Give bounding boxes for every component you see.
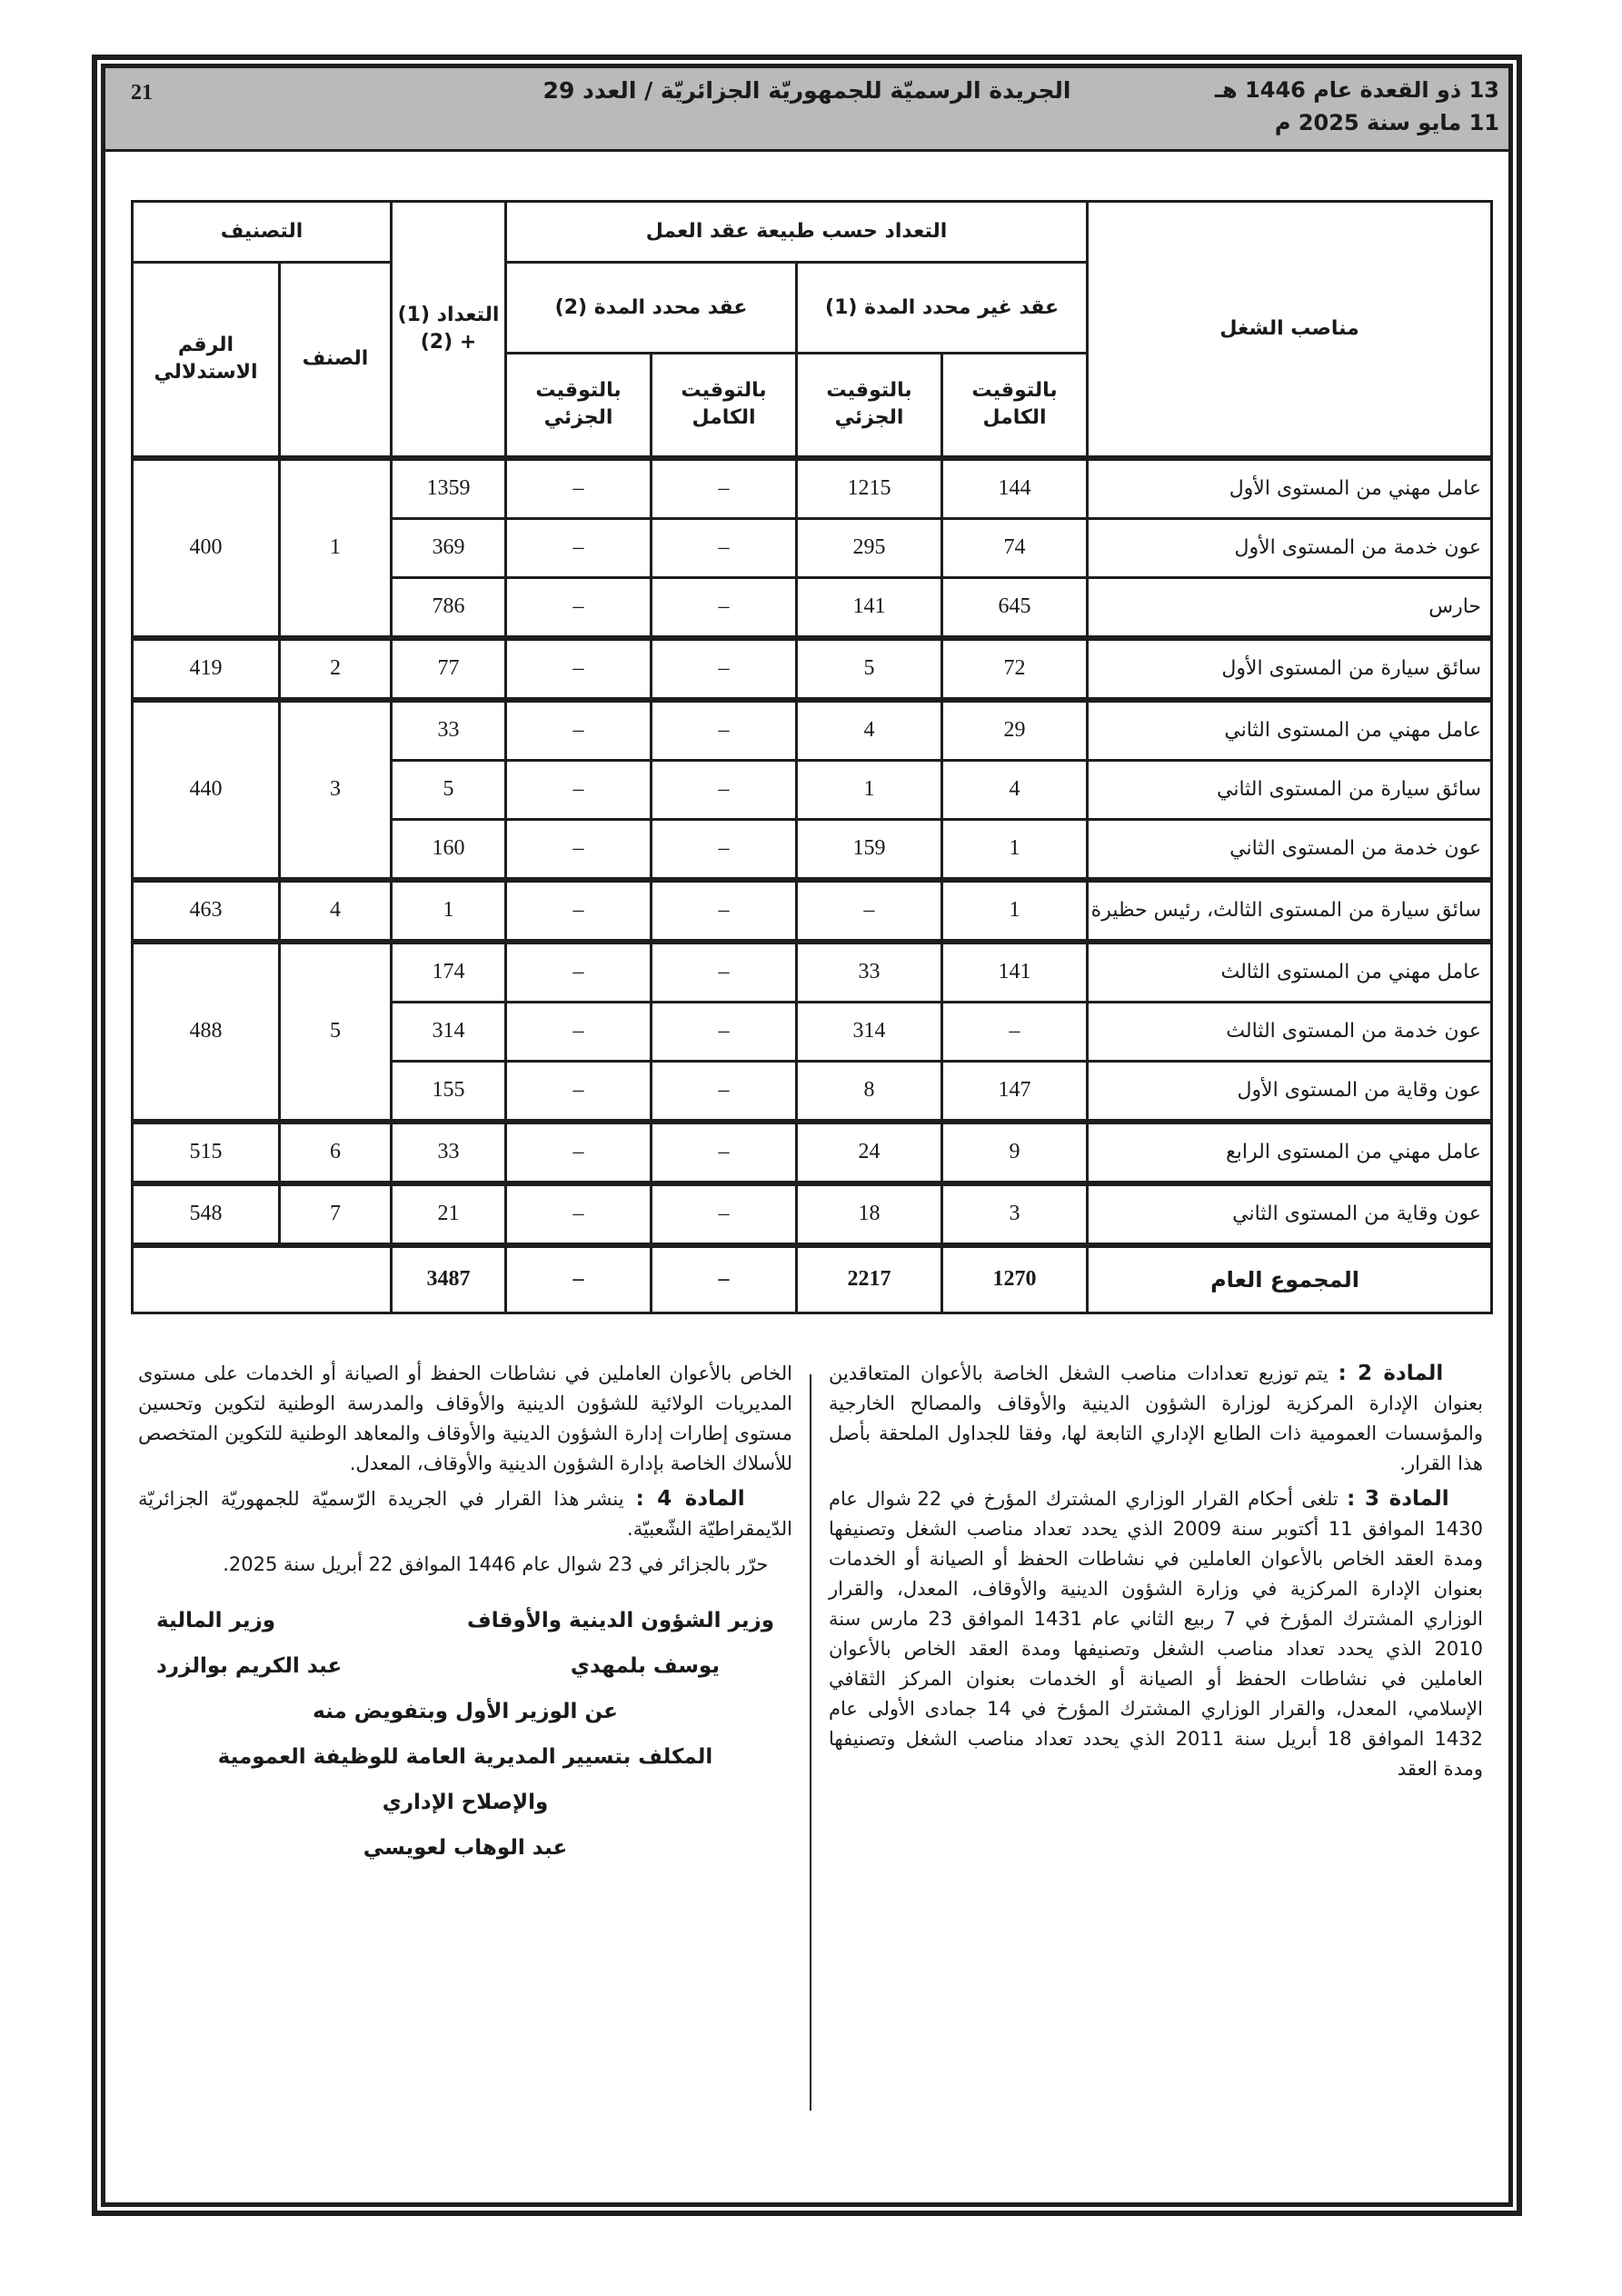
header-definite-contract: عقد محدد المدة (2)	[506, 263, 797, 354]
article-2-label: المادة 2 :	[1338, 1362, 1444, 1385]
indefinite-full-time-cell: 4	[942, 760, 1088, 819]
header-ind-part-time: بالتوقيت الجزئي	[797, 354, 942, 458]
article-2	[829, 1359, 1483, 1479]
definite-full-time-cell: –	[652, 1061, 797, 1122]
delegate-title-1: المكلف بتسيير المديرية العامة للوظيفة العمومية	[217, 1745, 713, 1769]
definite-full-time-cell: –	[652, 518, 797, 577]
article-3-continuation: الخاص بالأعوان العاملين في نشاطات الحفظ أو الصيانة أو الخدمات على مستوى المديريات الولائية للشؤون الدينية والأوقاف والمدرسة الوطنية لتكوين وتحسين مستوى إطارات إدارة الشؤون الدينية والأوقاف والمعاهد الوطنية للتكوين المتخصص للأسلاك الخاصة بإدارة الشؤون الدينية والأوقاف، المعدل.	[138, 1363, 792, 1474]
definite-full-time-cell: –	[652, 1002, 797, 1061]
header-def-full-time: بالتوقيت الكامل	[652, 354, 797, 458]
minister-finance-name: عبد الكريم بوالزرد	[156, 1654, 343, 1678]
post-name-cell: عامل مهني من المستوى الثالث	[1088, 942, 1492, 1003]
definite-part-time-cell: –	[506, 942, 652, 1003]
definite-part-time-cell: –	[506, 518, 652, 577]
definite-part-time-cell: –	[506, 1183, 652, 1245]
category-cell: 6	[280, 1122, 392, 1183]
index-cell: 400	[133, 458, 280, 638]
done-at-text: حرّر بالجزائر في 23 شوال عام 1446 الموافق 22 أبريل سنة 2025.	[223, 1553, 769, 1575]
grand-total-def-full: –	[652, 1245, 797, 1313]
grand-total-value: 3487	[392, 1245, 506, 1313]
delegate-name: عبد الوهاب لعويسي	[363, 1836, 568, 1860]
indefinite-full-time-cell: 144	[942, 458, 1088, 519]
article-3-text: تلغى أحكام القرار الوزاري المشترك المؤرخ في 22 شوال عام 1430 الموافق 11 أكتوبر سنة 2009 الذي يحدد تعداد مناصب الشغل وتصنيفها ومدة العقد الخاص بالأعوان العاملين في نشاطات الحفظ أو الصيانة أو الخدمات بعنوان الإدارة المركزية في وزارة الشؤون الدينية والأوقاف، المعدل، والقرار الوزاري المشترك المؤرخ في 7 ربيع الثاني عام 1431 الموافق 23 مارس سنة 2010 الذي يحدد تعداد مناصب الشغل وتصنيفها ومدة العقد الخاص بالأعوان العاملين في نشاطات الحفظ أو الصيانة أو الخدمات بعنوان المركز الثقافي الإسلامي، المعدل، والقرار الوزاري المشترك المؤرخ في 14 جمادى الأولى عام 1432 الموافق 18 أبريل سنة 2011 الذي يحدد تعداد مناصب الشغل وتصنيفها ومدة العقد	[829, 1488, 1483, 1780]
index-cell: 548	[133, 1183, 280, 1245]
definite-part-time-cell: –	[506, 880, 652, 942]
done-at	[138, 1550, 792, 1580]
indefinite-part-time-cell: 24	[797, 1122, 942, 1183]
definite-full-time-cell: –	[652, 760, 797, 819]
indefinite-part-time-cell: 5	[797, 638, 942, 700]
definite-part-time-cell: –	[506, 700, 652, 761]
indefinite-part-time-cell: 8	[797, 1061, 942, 1122]
definite-part-time-cell: –	[506, 458, 652, 519]
header-ind-full-time: بالتوقيت الكامل	[942, 354, 1088, 458]
table-row	[133, 1122, 1492, 1183]
indefinite-full-time-cell: 72	[942, 638, 1088, 700]
indefinite-full-time-cell: 1	[942, 880, 1088, 942]
grand-total-label: المجموع العام	[1088, 1245, 1492, 1313]
grand-total-ind-part: 2217	[797, 1245, 942, 1313]
index-cell: 440	[133, 700, 280, 880]
category-cell: 1	[280, 458, 392, 638]
indefinite-part-time-cell: 314	[797, 1002, 942, 1061]
row-total-cell: 786	[392, 577, 506, 638]
right-text-column	[829, 1359, 1483, 1790]
table-row	[133, 1183, 1492, 1245]
indefinite-part-time-cell: 18	[797, 1183, 942, 1245]
post-name-cell: عون خدمة من المستوى الأول	[1088, 518, 1492, 577]
index-cell: 419	[133, 638, 280, 700]
definite-full-time-cell: –	[652, 1122, 797, 1183]
row-total-cell: 33	[392, 700, 506, 761]
post-name-cell: حارس	[1088, 577, 1492, 638]
grand-total-classification-empty	[133, 1245, 392, 1313]
header-category: الصنف	[280, 263, 392, 458]
row-total-cell: 314	[392, 1002, 506, 1061]
article-4-text: ينشر هذا القرار في الجريدة الرّسميّة للجمهوريّة الجزائريّة الدّيمقراطيّة الشّعبيّة.	[138, 1488, 792, 1540]
indefinite-part-time-cell: 33	[797, 942, 942, 1003]
delegate-title-2: والإصلاح الإداري	[382, 1791, 549, 1814]
definite-full-time-cell: –	[652, 638, 797, 700]
pm-delegation-line: عن الوزير الأول وبتفويض منه	[313, 1700, 618, 1723]
post-name-cell: سائق سيارة من المستوى الثاني	[1088, 760, 1492, 819]
indefinite-part-time-cell: 1	[797, 760, 942, 819]
definite-part-time-cell: –	[506, 1002, 652, 1061]
post-name-cell: عون وقاية من المستوى الثاني	[1088, 1183, 1492, 1245]
index-cell: 515	[133, 1122, 280, 1183]
table-body	[133, 458, 1492, 1313]
table-row	[133, 942, 1492, 1003]
gazette-title: الجريدة الرسميّة للجمهوريّة الجزائريّة / العدد 29	[542, 77, 1071, 104]
definite-part-time-cell: –	[506, 638, 652, 700]
row-total-cell: 1	[392, 880, 506, 942]
header-def-part-time: بالتوقيت الجزئي	[506, 354, 652, 458]
minister-titles	[138, 1598, 792, 1643]
grand-total-ind-full: 1270	[942, 1245, 1088, 1313]
row-total-cell: 1359	[392, 458, 506, 519]
row-total-cell: 155	[392, 1061, 506, 1122]
row-total-cell: 369	[392, 518, 506, 577]
indefinite-full-time-cell: 74	[942, 518, 1088, 577]
indefinite-part-time-cell: –	[797, 880, 942, 942]
header-classification: التصنيف	[133, 202, 392, 263]
post-name-cell: عامل مهني من المستوى الأول	[1088, 458, 1492, 519]
minister-names	[138, 1643, 792, 1689]
date-gregorian: 11 مايو سنة 2025 م	[1274, 110, 1499, 135]
date-hijri: 13 ذو القعدة عام 1446 هـ	[1214, 77, 1499, 103]
definite-part-time-cell: –	[506, 819, 652, 880]
article-4-label: المادة 4 :	[635, 1487, 745, 1511]
indefinite-full-time-cell: 3	[942, 1183, 1088, 1245]
definite-part-time-cell: –	[506, 1061, 652, 1122]
article-3	[829, 1484, 1483, 1784]
article-3-label: المادة 3 :	[1347, 1487, 1449, 1511]
header-index: الرقم الاستدلالي	[133, 263, 280, 458]
row-total-cell: 33	[392, 1122, 506, 1183]
definite-full-time-cell: –	[652, 1183, 797, 1245]
indefinite-full-time-cell: 9	[942, 1122, 1088, 1183]
post-name-cell: عون خدمة من المستوى الثاني	[1088, 819, 1492, 880]
post-name-cell: عامل مهني من المستوى الرابع	[1088, 1122, 1492, 1183]
minister-finance-title: وزير المالية	[156, 1609, 276, 1632]
article-4	[138, 1484, 792, 1544]
column-divider	[810, 1374, 811, 2111]
definite-part-time-cell: –	[506, 1122, 652, 1183]
row-total-cell: 174	[392, 942, 506, 1003]
article-2-text: يتم توزيع تعدادات مناصب الشغل الخاصة بالأعوان المتعاقدين بعنوان الإدارة المركزية لوزارة الشؤون الدينية والأوقاف والمصالح الخارجية والمؤسسات العمومية ذات الطابع الإداري التابعة لها، وفقا للجداول الملحقة بأصل هذا القرار.	[829, 1363, 1483, 1474]
indefinite-full-time-cell: 645	[942, 577, 1088, 638]
header-count-by-contract: التعداد حسب طبيعة عقد العمل	[506, 202, 1088, 263]
header-posts: مناصب الشغل	[1088, 202, 1492, 458]
definite-full-time-cell: –	[652, 577, 797, 638]
indefinite-part-time-cell: 141	[797, 577, 942, 638]
category-cell: 7	[280, 1183, 392, 1245]
definite-full-time-cell: –	[652, 819, 797, 880]
definite-part-time-cell: –	[506, 760, 652, 819]
category-cell: 5	[280, 942, 392, 1122]
definite-full-time-cell: –	[652, 700, 797, 761]
page-number: 21	[131, 81, 153, 105]
indefinite-full-time-cell: 147	[942, 1061, 1088, 1122]
indefinite-full-time-cell: 1	[942, 819, 1088, 880]
left-text-column	[138, 1359, 792, 1871]
positions-table	[131, 200, 1493, 1314]
indefinite-full-time-cell: 141	[942, 942, 1088, 1003]
definite-full-time-cell: –	[652, 880, 797, 942]
indefinite-full-time-cell: 29	[942, 700, 1088, 761]
grand-total-def-part: –	[506, 1245, 652, 1313]
post-name-cell: سائق سيارة من المستوى الأول	[1088, 638, 1492, 700]
post-name-cell: عامل مهني من المستوى الثاني	[1088, 700, 1492, 761]
table-row	[133, 458, 1492, 519]
index-cell: 463	[133, 880, 280, 942]
row-total-cell: 5	[392, 760, 506, 819]
definite-full-time-cell: –	[652, 942, 797, 1003]
definite-part-time-cell: –	[506, 577, 652, 638]
indefinite-full-time-cell: –	[942, 1002, 1088, 1061]
indefinite-part-time-cell: 159	[797, 819, 942, 880]
category-cell: 4	[280, 880, 392, 942]
table-row	[133, 700, 1492, 761]
indefinite-part-time-cell: 4	[797, 700, 942, 761]
minister-religious-title: وزير الشؤون الدينية والأوقاف	[467, 1609, 774, 1632]
table-row	[133, 880, 1492, 942]
header-total: التعداد (1) + (2)	[392, 202, 506, 458]
header-indefinite-contract: عقد غير محدد المدة (1)	[797, 263, 1088, 354]
row-total-cell: 77	[392, 638, 506, 700]
minister-religious-name: يوسف بلمهدي	[570, 1654, 720, 1678]
issue-date	[1215, 74, 1499, 139]
category-cell: 2	[280, 638, 392, 700]
indefinite-part-time-cell: 295	[797, 518, 942, 577]
index-cell: 488	[133, 942, 280, 1122]
row-total-cell: 21	[392, 1183, 506, 1245]
post-name-cell: سائق سيارة من المستوى الثالث، رئيس حظيرة	[1088, 880, 1492, 942]
gazette-header	[105, 68, 1508, 152]
indefinite-part-time-cell: 1215	[797, 458, 942, 519]
definite-full-time-cell: –	[652, 458, 797, 519]
post-name-cell: عون خدمة من المستوى الثالث	[1088, 1002, 1492, 1061]
category-cell: 3	[280, 700, 392, 880]
grand-total-row	[133, 1245, 1492, 1313]
table-row	[133, 638, 1492, 700]
post-name-cell: عون وقاية من المستوى الأول	[1088, 1061, 1492, 1122]
row-total-cell: 160	[392, 819, 506, 880]
